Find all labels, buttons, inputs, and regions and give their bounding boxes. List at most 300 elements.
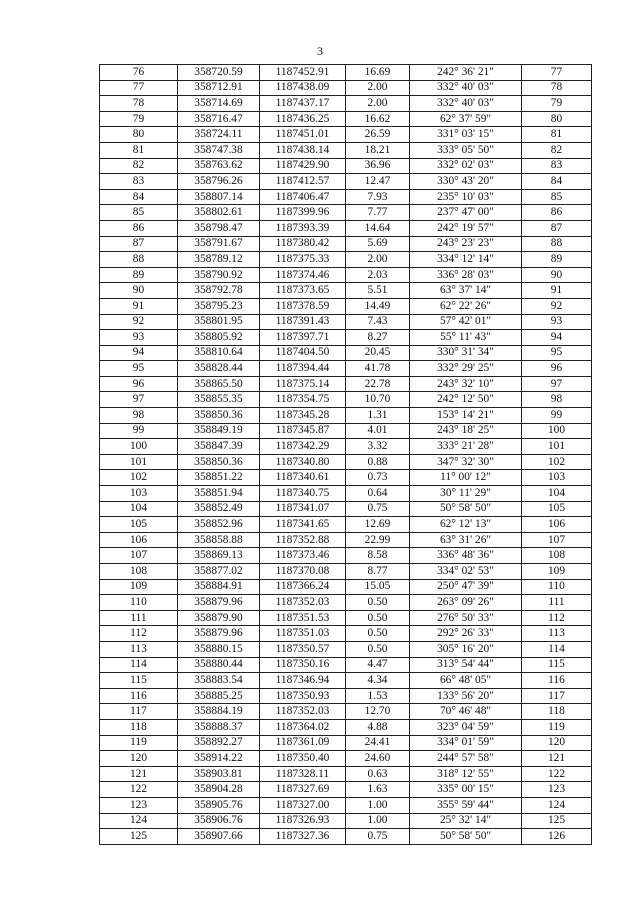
next-point-cell: 124	[522, 797, 592, 813]
table-row	[100, 439, 592, 455]
point-number-cell: 76	[100, 65, 178, 81]
coordinates-table	[99, 64, 592, 845]
table-row	[100, 532, 592, 548]
x-coordinate-cell: 358724.11	[178, 127, 260, 143]
point-number-cell: 118	[100, 719, 178, 735]
next-point-cell: 87	[522, 220, 592, 236]
bearing-cell: 63° 37' 14"	[410, 283, 522, 299]
bearing-cell: 237° 47' 00"	[410, 205, 522, 221]
next-point-cell: 82	[522, 142, 592, 158]
distance-cell: 3.32	[346, 439, 410, 455]
y-coordinate-cell: 1187350.93	[260, 688, 346, 704]
point-number-cell: 98	[100, 408, 178, 424]
point-number-cell: 97	[100, 392, 178, 408]
bearing-cell: 305° 16' 20"	[410, 641, 522, 657]
x-coordinate-cell: 358880.15	[178, 641, 260, 657]
point-number-cell: 83	[100, 174, 178, 190]
next-point-cell: 106	[522, 517, 592, 533]
next-point-cell: 113	[522, 626, 592, 642]
point-number-cell: 119	[100, 735, 178, 751]
table-row	[100, 641, 592, 657]
y-coordinate-cell: 1187373.65	[260, 283, 346, 299]
x-coordinate-cell: 358879.96	[178, 595, 260, 611]
table-row	[100, 158, 592, 174]
y-coordinate-cell: 1187437.17	[260, 96, 346, 112]
table-body	[100, 65, 592, 845]
x-coordinate-cell: 358850.36	[178, 454, 260, 470]
x-coordinate-cell: 358879.90	[178, 610, 260, 626]
table-row	[100, 80, 592, 96]
y-coordinate-cell: 1187452.91	[260, 65, 346, 81]
bearing-cell: 55° 11' 43"	[410, 330, 522, 346]
x-coordinate-cell: 358892.27	[178, 735, 260, 751]
table-row	[100, 423, 592, 439]
y-coordinate-cell: 1187361.09	[260, 735, 346, 751]
x-coordinate-cell: 358914.22	[178, 751, 260, 767]
next-point-cell: 101	[522, 439, 592, 455]
x-coordinate-cell: 358805.92	[178, 330, 260, 346]
table-row	[100, 704, 592, 720]
y-coordinate-cell: 1187342.29	[260, 439, 346, 455]
table-row	[100, 719, 592, 735]
table-row	[100, 408, 592, 424]
distance-cell: 14.49	[346, 298, 410, 314]
bearing-cell: 292° 26' 33"	[410, 626, 522, 642]
y-coordinate-cell: 1187370.08	[260, 564, 346, 580]
y-coordinate-cell: 1187340.61	[260, 470, 346, 486]
next-point-cell: 108	[522, 548, 592, 564]
next-point-cell: 117	[522, 688, 592, 704]
next-point-cell: 90	[522, 267, 592, 283]
bearing-cell: 334° 02' 53"	[410, 564, 522, 580]
bearing-cell: 336° 48' 36"	[410, 548, 522, 564]
y-coordinate-cell: 1187326.93	[260, 813, 346, 829]
next-point-cell: 78	[522, 80, 592, 96]
y-coordinate-cell: 1187391.43	[260, 314, 346, 330]
bearing-cell: 332° 02' 03"	[410, 158, 522, 174]
x-coordinate-cell: 358904.28	[178, 782, 260, 798]
distance-cell: 1.63	[346, 782, 410, 798]
y-coordinate-cell: 1187341.07	[260, 501, 346, 517]
x-coordinate-cell: 358828.44	[178, 361, 260, 377]
y-coordinate-cell: 1187375.14	[260, 376, 346, 392]
next-point-cell: 96	[522, 361, 592, 377]
distance-cell: 8.27	[346, 330, 410, 346]
next-point-cell: 98	[522, 392, 592, 408]
y-coordinate-cell: 1187436.25	[260, 111, 346, 127]
point-number-cell: 88	[100, 252, 178, 268]
bearing-cell: 313° 54' 44"	[410, 657, 522, 673]
point-number-cell: 96	[100, 376, 178, 392]
bearing-cell: 50° 58' 50"	[410, 829, 522, 845]
next-point-cell: 86	[522, 205, 592, 221]
point-number-cell: 78	[100, 96, 178, 112]
x-coordinate-cell: 358852.96	[178, 517, 260, 533]
next-point-cell: 107	[522, 532, 592, 548]
y-coordinate-cell: 1187354.75	[260, 392, 346, 408]
table-row	[100, 205, 592, 221]
distance-cell: 18.21	[346, 142, 410, 158]
x-coordinate-cell: 358747.38	[178, 142, 260, 158]
y-coordinate-cell: 1187345.87	[260, 423, 346, 439]
distance-cell: 4.88	[346, 719, 410, 735]
point-number-cell: 125	[100, 829, 178, 845]
distance-cell: 1.00	[346, 797, 410, 813]
table-row	[100, 657, 592, 673]
next-point-cell: 111	[522, 595, 592, 611]
x-coordinate-cell: 358852.49	[178, 501, 260, 517]
x-coordinate-cell: 358883.54	[178, 673, 260, 689]
next-point-cell: 94	[522, 330, 592, 346]
bearing-cell: 133° 56' 20"	[410, 688, 522, 704]
x-coordinate-cell: 358789.12	[178, 252, 260, 268]
y-coordinate-cell: 1187429.90	[260, 158, 346, 174]
point-number-cell: 82	[100, 158, 178, 174]
point-number-cell: 91	[100, 298, 178, 314]
point-number-cell: 122	[100, 782, 178, 798]
next-point-cell: 92	[522, 298, 592, 314]
table-row	[100, 111, 592, 127]
next-point-cell: 77	[522, 65, 592, 81]
next-point-cell: 121	[522, 751, 592, 767]
distance-cell: 0.73	[346, 470, 410, 486]
distance-cell: 0.50	[346, 595, 410, 611]
point-number-cell: 93	[100, 330, 178, 346]
distance-cell: 1.31	[346, 408, 410, 424]
point-number-cell: 120	[100, 751, 178, 767]
distance-cell: 4.01	[346, 423, 410, 439]
y-coordinate-cell: 1187438.09	[260, 80, 346, 96]
x-coordinate-cell: 358907.66	[178, 829, 260, 845]
bearing-cell: 332° 40' 03"	[410, 96, 522, 112]
bearing-cell: 63° 31' 26"	[410, 532, 522, 548]
x-coordinate-cell: 358888.37	[178, 719, 260, 735]
distance-cell: 20.45	[346, 345, 410, 361]
point-number-cell: 109	[100, 579, 178, 595]
distance-cell: 5.51	[346, 283, 410, 299]
distance-cell: 2.00	[346, 252, 410, 268]
bearing-cell: 335° 00' 15"	[410, 782, 522, 798]
point-number-cell: 80	[100, 127, 178, 143]
next-point-cell: 110	[522, 579, 592, 595]
table-row	[100, 595, 592, 611]
distance-cell: 1.00	[346, 813, 410, 829]
y-coordinate-cell: 1187350.16	[260, 657, 346, 673]
bearing-cell: 243° 32' 10"	[410, 376, 522, 392]
distance-cell: 12.47	[346, 174, 410, 190]
table-row	[100, 673, 592, 689]
next-point-cell: 83	[522, 158, 592, 174]
bearing-cell: 242° 36' 21"	[410, 65, 522, 81]
table-row	[100, 127, 592, 143]
distance-cell: 5.69	[346, 236, 410, 252]
bearing-cell: 330° 43' 20"	[410, 174, 522, 190]
distance-cell: 10.70	[346, 392, 410, 408]
table-row	[100, 174, 592, 190]
y-coordinate-cell: 1187327.00	[260, 797, 346, 813]
bearing-cell: 62° 37' 59"	[410, 111, 522, 127]
x-coordinate-cell: 358877.02	[178, 564, 260, 580]
point-number-cell: 121	[100, 766, 178, 782]
distance-cell: 12.69	[346, 517, 410, 533]
point-number-cell: 114	[100, 657, 178, 673]
bearing-cell: 11° 00' 12"	[410, 470, 522, 486]
next-point-cell: 112	[522, 610, 592, 626]
table-row	[100, 548, 592, 564]
x-coordinate-cell: 358795.23	[178, 298, 260, 314]
y-coordinate-cell: 1187399.96	[260, 205, 346, 221]
point-number-cell: 106	[100, 532, 178, 548]
distance-cell: 0.75	[346, 501, 410, 517]
bearing-cell: 62° 22' 26"	[410, 298, 522, 314]
table-row	[100, 392, 592, 408]
page-number: 3	[317, 44, 323, 58]
x-coordinate-cell: 358865.50	[178, 376, 260, 392]
distance-cell: 0.64	[346, 486, 410, 502]
distance-cell: 16.69	[346, 65, 410, 81]
table-row	[100, 189, 592, 205]
point-number-cell: 113	[100, 641, 178, 657]
bearing-cell: 347° 32' 30"	[410, 454, 522, 470]
x-coordinate-cell: 358880.44	[178, 657, 260, 673]
distance-cell: 0.63	[346, 766, 410, 782]
bearing-cell: 334° 01' 59"	[410, 735, 522, 751]
distance-cell: 0.50	[346, 641, 410, 657]
table-row	[100, 142, 592, 158]
point-number-cell: 102	[100, 470, 178, 486]
x-coordinate-cell: 358801.95	[178, 314, 260, 330]
point-number-cell: 84	[100, 189, 178, 205]
distance-cell: 12.70	[346, 704, 410, 720]
distance-cell: 0.50	[346, 626, 410, 642]
next-point-cell: 84	[522, 174, 592, 190]
distance-cell: 0.88	[346, 454, 410, 470]
table-row	[100, 735, 592, 751]
x-coordinate-cell: 358884.91	[178, 579, 260, 595]
x-coordinate-cell: 358885.25	[178, 688, 260, 704]
distance-cell: 26.59	[346, 127, 410, 143]
distance-cell: 7.77	[346, 205, 410, 221]
point-number-cell: 112	[100, 626, 178, 642]
table-row	[100, 96, 592, 112]
table-row	[100, 501, 592, 517]
bearing-cell: 333° 05' 50"	[410, 142, 522, 158]
y-coordinate-cell: 1187351.03	[260, 626, 346, 642]
distance-cell: 22.99	[346, 532, 410, 548]
next-point-cell: 100	[522, 423, 592, 439]
point-number-cell: 101	[100, 454, 178, 470]
next-point-cell: 91	[522, 283, 592, 299]
x-coordinate-cell: 358847.39	[178, 439, 260, 455]
table-row	[100, 829, 592, 845]
point-number-cell: 116	[100, 688, 178, 704]
x-coordinate-cell: 358798.47	[178, 220, 260, 236]
distance-cell: 2.03	[346, 267, 410, 283]
point-number-cell: 100	[100, 439, 178, 455]
x-coordinate-cell: 358796.26	[178, 174, 260, 190]
point-number-cell: 104	[100, 501, 178, 517]
x-coordinate-cell: 358763.62	[178, 158, 260, 174]
distance-cell: 36.96	[346, 158, 410, 174]
bearing-cell: 30° 11' 29"	[410, 486, 522, 502]
bearing-cell: 330° 31' 34"	[410, 345, 522, 361]
next-point-cell: 122	[522, 766, 592, 782]
x-coordinate-cell: 358810.64	[178, 345, 260, 361]
point-number-cell: 105	[100, 517, 178, 533]
y-coordinate-cell: 1187404.50	[260, 345, 346, 361]
y-coordinate-cell: 1187374.46	[260, 267, 346, 283]
table-row	[100, 626, 592, 642]
table-row	[100, 220, 592, 236]
next-point-cell: 81	[522, 127, 592, 143]
distance-cell: 0.50	[346, 610, 410, 626]
y-coordinate-cell: 1187340.75	[260, 486, 346, 502]
distance-cell: 2.00	[346, 80, 410, 96]
y-coordinate-cell: 1187350.57	[260, 641, 346, 657]
table-row	[100, 782, 592, 798]
bearing-cell: 323° 04' 59"	[410, 719, 522, 735]
table-row	[100, 298, 592, 314]
table-row	[100, 345, 592, 361]
point-number-cell: 90	[100, 283, 178, 299]
distance-cell: 15.05	[346, 579, 410, 595]
x-coordinate-cell: 358884.19	[178, 704, 260, 720]
distance-cell: 2.00	[346, 96, 410, 112]
x-coordinate-cell: 358905.76	[178, 797, 260, 813]
table-row	[100, 564, 592, 580]
bearing-cell: 70° 46' 48"	[410, 704, 522, 720]
x-coordinate-cell: 358712.91	[178, 80, 260, 96]
point-number-cell: 95	[100, 361, 178, 377]
y-coordinate-cell: 1187364.02	[260, 719, 346, 735]
point-number-cell: 94	[100, 345, 178, 361]
table-row	[100, 283, 592, 299]
bearing-cell: 243° 18' 25"	[410, 423, 522, 439]
next-point-cell: 120	[522, 735, 592, 751]
next-point-cell: 93	[522, 314, 592, 330]
table-row	[100, 252, 592, 268]
y-coordinate-cell: 1187438.14	[260, 142, 346, 158]
y-coordinate-cell: 1187397.71	[260, 330, 346, 346]
point-number-cell: 115	[100, 673, 178, 689]
bearing-cell: 57° 42' 01"	[410, 314, 522, 330]
table-row	[100, 376, 592, 392]
distance-cell: 8.77	[346, 564, 410, 580]
x-coordinate-cell: 358906.76	[178, 813, 260, 829]
y-coordinate-cell: 1187366.24	[260, 579, 346, 595]
x-coordinate-cell: 358790.92	[178, 267, 260, 283]
y-coordinate-cell: 1187350.40	[260, 751, 346, 767]
table-row	[100, 813, 592, 829]
y-coordinate-cell: 1187412.57	[260, 174, 346, 190]
bearing-cell: 331° 03' 15"	[410, 127, 522, 143]
y-coordinate-cell: 1187340.80	[260, 454, 346, 470]
y-coordinate-cell: 1187394.44	[260, 361, 346, 377]
point-number-cell: 110	[100, 595, 178, 611]
distance-cell: 24.41	[346, 735, 410, 751]
bearing-cell: 242° 19' 57"	[410, 220, 522, 236]
next-point-cell: 105	[522, 501, 592, 517]
bearing-cell: 336° 28' 03"	[410, 267, 522, 283]
bearing-cell: 25° 32' 14"	[410, 813, 522, 829]
table-row	[100, 454, 592, 470]
y-coordinate-cell: 1187451.01	[260, 127, 346, 143]
point-number-cell: 99	[100, 423, 178, 439]
next-point-cell: 97	[522, 376, 592, 392]
bearing-cell: 242° 12' 50"	[410, 392, 522, 408]
x-coordinate-cell: 358903.81	[178, 766, 260, 782]
y-coordinate-cell: 1187352.03	[260, 704, 346, 720]
table-row	[100, 579, 592, 595]
x-coordinate-cell: 358716.47	[178, 111, 260, 127]
x-coordinate-cell: 358850.36	[178, 408, 260, 424]
next-point-cell: 116	[522, 673, 592, 689]
bearing-cell: 153° 14' 21"	[410, 408, 522, 424]
next-point-cell: 126	[522, 829, 592, 845]
point-number-cell: 79	[100, 111, 178, 127]
next-point-cell: 95	[522, 345, 592, 361]
next-point-cell: 118	[522, 704, 592, 720]
y-coordinate-cell: 1187351.53	[260, 610, 346, 626]
distance-cell: 16.62	[346, 111, 410, 127]
point-number-cell: 92	[100, 314, 178, 330]
next-point-cell: 125	[522, 813, 592, 829]
next-point-cell: 89	[522, 252, 592, 268]
table-row	[100, 517, 592, 533]
point-number-cell: 87	[100, 236, 178, 252]
point-number-cell: 108	[100, 564, 178, 580]
x-coordinate-cell: 358869.13	[178, 548, 260, 564]
x-coordinate-cell: 358855.35	[178, 392, 260, 408]
x-coordinate-cell: 358879.96	[178, 626, 260, 642]
next-point-cell: 79	[522, 96, 592, 112]
distance-cell: 4.47	[346, 657, 410, 673]
point-number-cell: 107	[100, 548, 178, 564]
bearing-cell: 355° 59' 44"	[410, 797, 522, 813]
distance-cell: 4.34	[346, 673, 410, 689]
y-coordinate-cell: 1187375.33	[260, 252, 346, 268]
x-coordinate-cell: 358849.19	[178, 423, 260, 439]
next-point-cell: 80	[522, 111, 592, 127]
x-coordinate-cell: 358720.59	[178, 65, 260, 81]
point-number-cell: 77	[100, 80, 178, 96]
bearing-cell: 332° 40' 03"	[410, 80, 522, 96]
x-coordinate-cell: 358802.61	[178, 205, 260, 221]
bearing-cell: 235° 10' 03"	[410, 189, 522, 205]
next-point-cell: 88	[522, 236, 592, 252]
bearing-cell: 333° 21' 28"	[410, 439, 522, 455]
point-number-cell: 89	[100, 267, 178, 283]
bearing-cell: 332° 29' 25"	[410, 361, 522, 377]
bearing-cell: 276° 50' 33"	[410, 610, 522, 626]
point-number-cell: 117	[100, 704, 178, 720]
table-row	[100, 470, 592, 486]
next-point-cell: 104	[522, 486, 592, 502]
next-point-cell: 115	[522, 657, 592, 673]
y-coordinate-cell: 1187327.36	[260, 829, 346, 845]
bearing-cell: 334° 12' 14"	[410, 252, 522, 268]
y-coordinate-cell: 1187393.39	[260, 220, 346, 236]
distance-cell: 24.60	[346, 751, 410, 767]
bearing-cell: 50° 58' 50"	[410, 501, 522, 517]
table-row	[100, 486, 592, 502]
point-number-cell: 86	[100, 220, 178, 236]
y-coordinate-cell: 1187346.94	[260, 673, 346, 689]
point-number-cell: 123	[100, 797, 178, 813]
bearing-cell: 263° 09' 26"	[410, 595, 522, 611]
point-number-cell: 85	[100, 205, 178, 221]
y-coordinate-cell: 1187341.65	[260, 517, 346, 533]
